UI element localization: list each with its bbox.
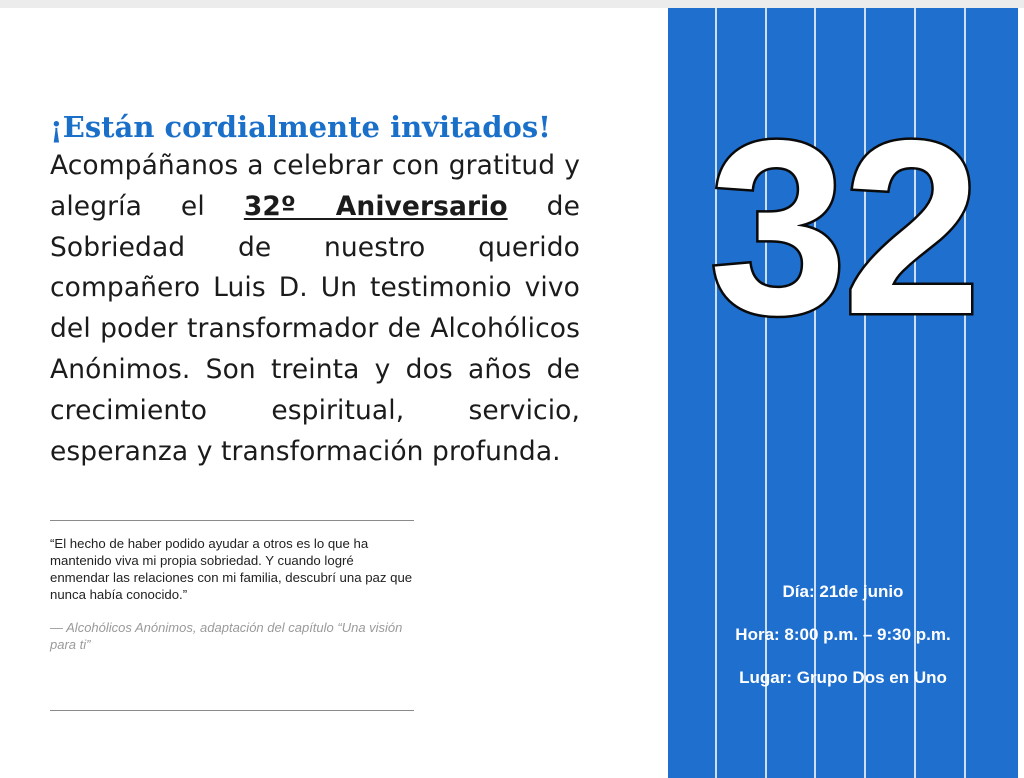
invitation-body-intro: Acompáñanos a celebrar con gratitud y alegría el bbox=[50, 150, 580, 222]
anniversary-number-text: 32 bbox=[709, 103, 977, 343]
event-place: Lugar: Grupo Dos en Uno bbox=[739, 668, 947, 687]
event-time: Hora: 8:00 p.m. – 9:30 p.m. bbox=[735, 625, 951, 644]
anniversary-number-graphic bbox=[668, 103, 1018, 343]
invitation-heading: ¡Están cordialmente invitados! bbox=[50, 110, 551, 144]
invitation-body bbox=[50, 146, 580, 472]
quote-text: “El hecho de haber podido ayudar a otros es lo que ha mantenido viva mi propia sobriedad. Y cuando logré enmendar las relaciones con mi familia, descubrí una paz que nunca había conocido.” bbox=[50, 536, 413, 602]
quote-attribution: — Alcohólicos Anónimos, adaptación del capítulo “Una visión para ti” bbox=[50, 620, 403, 652]
invitation-page bbox=[0, 8, 1024, 778]
quote-block bbox=[50, 520, 414, 653]
anniversary-number bbox=[668, 103, 1018, 343]
bottom-divider bbox=[50, 710, 414, 711]
invitation-text-block bbox=[50, 108, 580, 472]
event-details bbox=[668, 578, 1018, 707]
event-day: Día: 21de junio bbox=[782, 582, 904, 601]
anniversary-emphasis: 32º Aniversario bbox=[243, 190, 508, 222]
event-panel bbox=[668, 8, 1018, 778]
invitation-body-rest: de Sobriedad de nuestro querido compañero Luis D. Un testimonio vivo del poder transformador de Alcohólicos Anónimos. Son treinta y dos años de crecimiento espiritual, servicio, esperanza y transformación profunda. bbox=[50, 190, 580, 467]
